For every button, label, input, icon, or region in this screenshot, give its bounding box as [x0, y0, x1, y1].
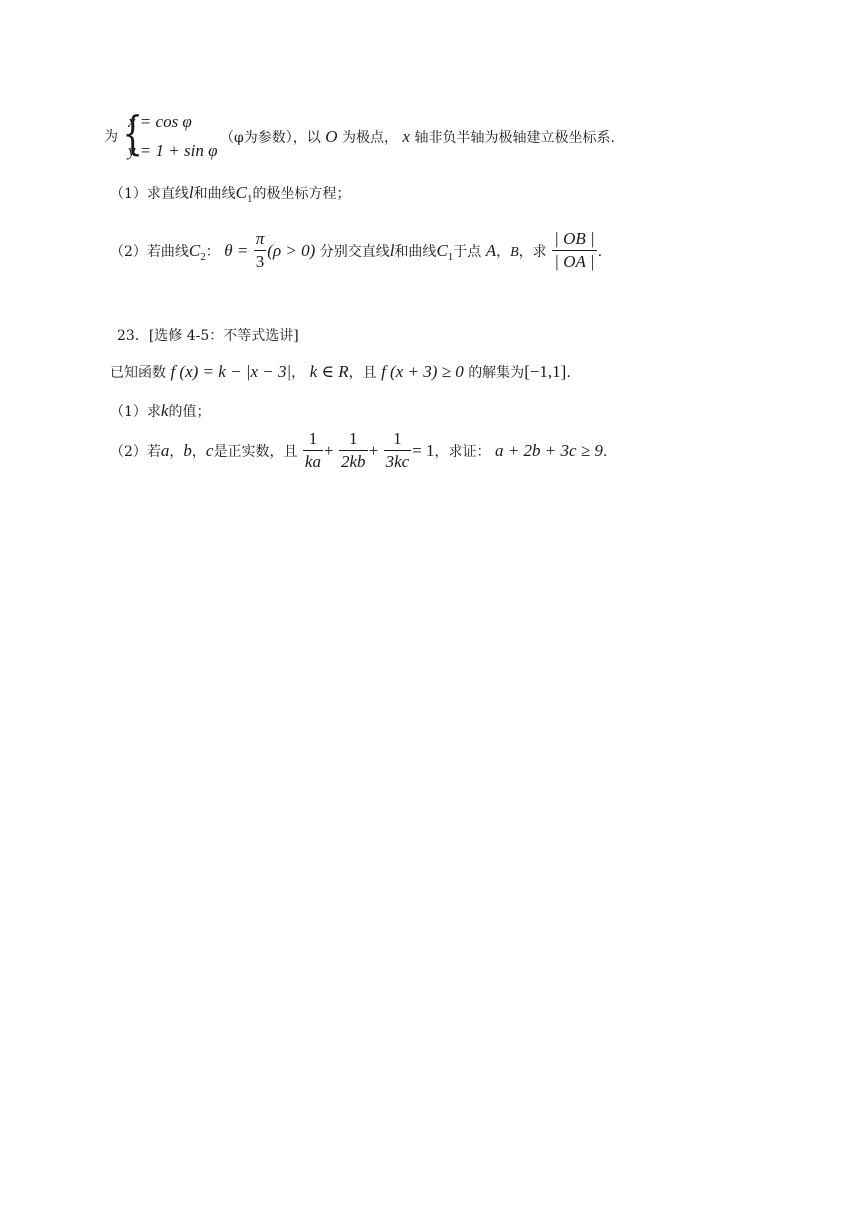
system-prefix: 为: [104, 129, 118, 145]
pole-text: 为极点，: [342, 130, 398, 146]
q23-part2-positive: 是正实数，且: [213, 444, 298, 460]
function-definition: f (x) = k − |x − 3|: [170, 362, 292, 381]
param-note: （φ为参数），以: [220, 130, 321, 146]
denominator-3kc: 3kc: [385, 452, 410, 471]
curve-c1-symbol-2: $C_1$: [436, 241, 454, 263]
q22-part2-label: （2）若曲线: [110, 244, 189, 260]
numerator-1: 1: [339, 428, 368, 451]
system-equation-1: x = cos φ: [128, 112, 192, 131]
period: .: [597, 244, 603, 260]
comma: ，: [291, 365, 306, 381]
polar-axis-text: 轴非负半轴为极轴建立极坐标系.: [414, 130, 615, 146]
q23-stmt-mid: ，且: [348, 365, 377, 381]
point-a-symbol: A: [485, 241, 497, 260]
three-denominator: 3: [255, 252, 265, 271]
numerator-1: 1: [384, 428, 412, 451]
fraction-1-over-2kb: [339, 428, 368, 473]
denominator-ka: ka: [304, 452, 321, 471]
q22-part2-mid2: 和曲线: [394, 244, 437, 260]
parametric-suffix: [220, 127, 615, 147]
k-in-real: k ∈ R: [309, 362, 349, 381]
line-l-symbol: l: [188, 183, 194, 202]
point-b-symbol: B: [510, 245, 519, 260]
curve-c2-symbol: $C_2$: [188, 241, 206, 263]
q22-part1-mid: 和曲线: [193, 186, 236, 202]
equals-one: = 1: [412, 441, 435, 460]
fraction-1-over-3kc: [384, 428, 412, 473]
rho-condition: (ρ > 0): [267, 241, 316, 260]
denominator-2kb: 2kb: [341, 452, 366, 471]
q23-header: 23．[选修 4-5：不等式选讲]: [117, 328, 299, 344]
q23-part2-prove: ，求证：: [434, 444, 491, 460]
q22-part1: [110, 183, 351, 205]
q23-stmt-pre: 已知函数: [110, 365, 166, 381]
colon: ：: [205, 244, 220, 260]
q22-part2-mid3: 于点: [453, 244, 482, 260]
k-symbol: k: [160, 401, 169, 420]
numerator-1: 1: [303, 428, 323, 451]
b-symbol: b: [183, 441, 192, 460]
q22-part2: [110, 228, 602, 276]
period: .: [602, 444, 608, 460]
q23-part1-end: 的值；: [168, 404, 211, 420]
q23-part2-label: （2）若: [110, 444, 161, 460]
q23-part2: （2）若a，b，c是正实数，且 $\frac{1}{ka}$ + $\frac{1}{2kb}$ + $\frac{1}{3kc}$ = 1，求证： a + 2b + 3c ≥ 9.: [110, 429, 608, 471]
q23-part1-label: （1）求: [110, 404, 161, 420]
solution-interval: [−1,1]: [524, 362, 567, 381]
conclusion-inequality: a + 2b + 3c ≥ 9: [495, 441, 603, 460]
q23-statement: [110, 362, 571, 382]
pi-over-3-fraction: [254, 228, 267, 273]
q22-part2-mid1: 分别交直线: [319, 244, 390, 260]
q22-part1-end: 的极坐标方程；: [252, 186, 351, 202]
plus-2: +: [368, 441, 379, 460]
inequality: f (x + 3) ≥ 0: [381, 362, 464, 381]
q22-part2-ask: ，求: [518, 244, 547, 260]
origin-symbol: O: [325, 127, 338, 146]
x-symbol: x: [402, 127, 410, 146]
q23-part1: [110, 401, 210, 421]
line-l-symbol-2: l: [389, 241, 395, 260]
theta-equation: θ =: [224, 241, 249, 260]
q22-part1-label: （1）求直线: [110, 186, 189, 202]
a-symbol: a: [160, 441, 170, 460]
pi-numerator: π: [254, 228, 267, 251]
ob-over-oa-fraction: [552, 228, 597, 273]
period: .: [566, 365, 571, 381]
fraction-1-over-ka: [303, 428, 323, 473]
c-symbol: c: [205, 441, 214, 460]
q23-stmt-end: 的解集为: [468, 365, 525, 381]
oa-denominator: | OA |: [554, 252, 595, 271]
comma: ，: [496, 244, 511, 260]
system-brace: {: [122, 106, 143, 160]
plus-1: +: [323, 441, 334, 460]
system-equation-2: y = 1 + sin φ: [128, 141, 218, 160]
curve-c1-symbol: $C_1$: [235, 183, 253, 205]
ob-numerator: | OB |: [552, 228, 597, 251]
